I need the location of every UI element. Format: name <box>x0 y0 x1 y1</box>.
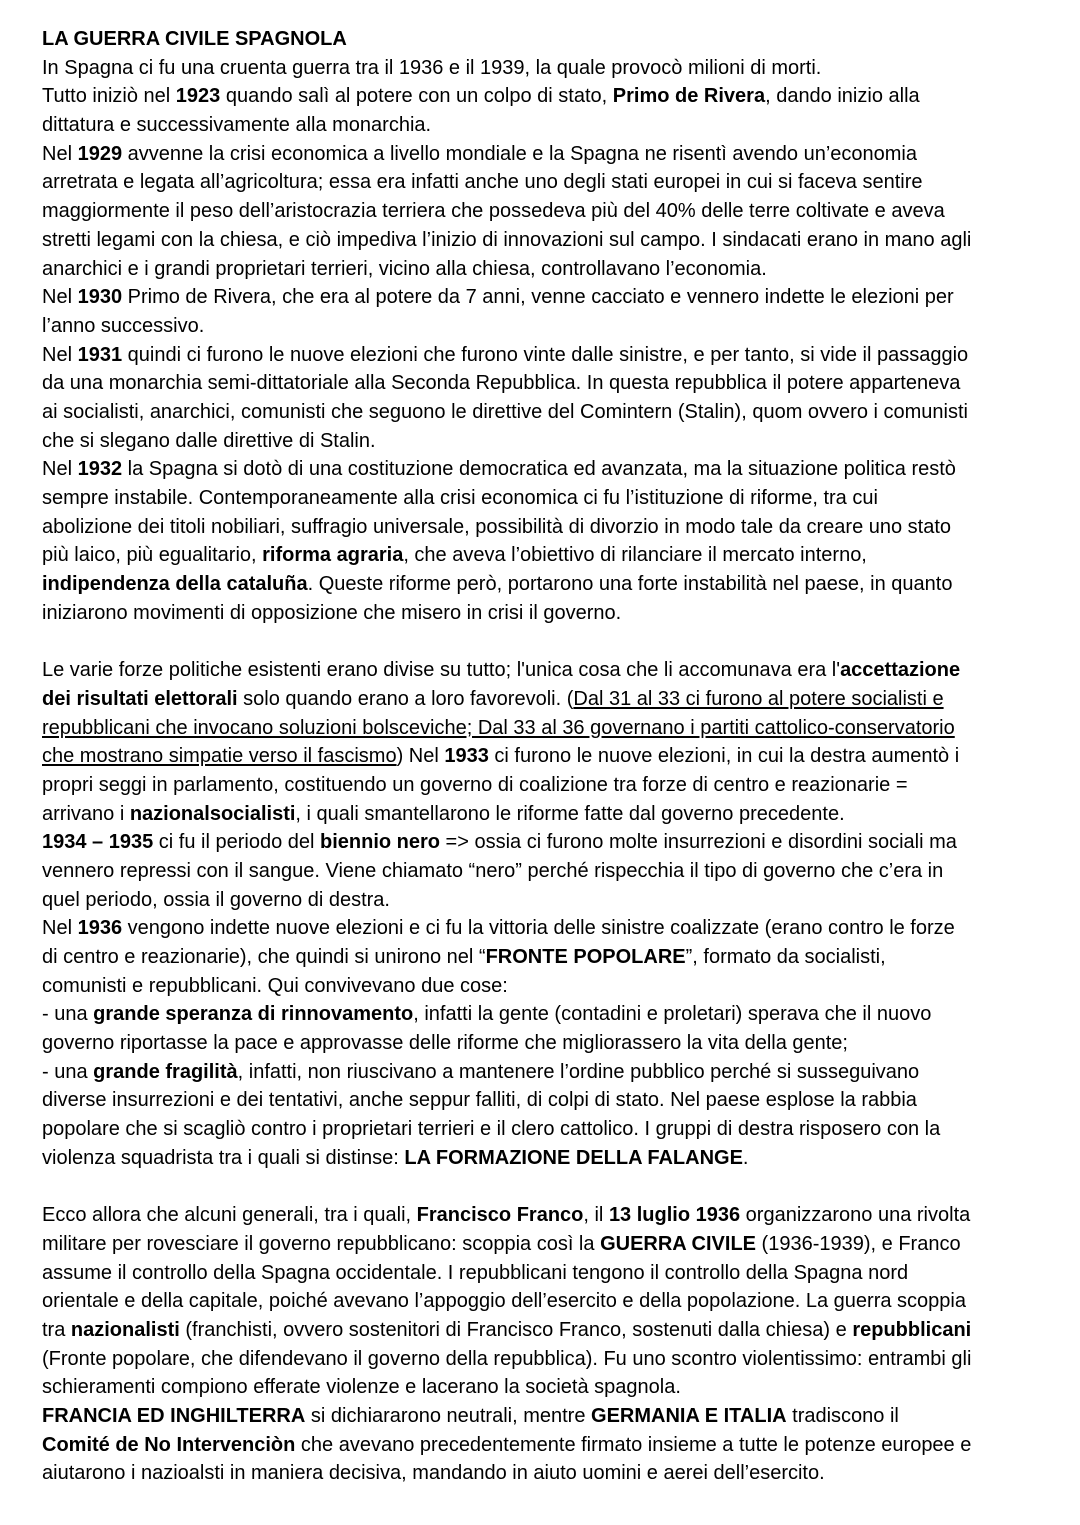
text-line <box>42 1058 1072 1087</box>
text-run: violenza squadrista tra i quali si distinse: <box>42 1146 405 1169</box>
text-run: stretti legami con la chiesa, e ciò impediva l’inizio di innovazioni sul campo. I sindacati erano in mano agli <box>42 228 972 251</box>
bold-text: biennio nero <box>320 831 440 854</box>
text-line <box>42 1029 1072 1058</box>
text-line <box>42 111 1072 140</box>
text-run: la Spagna si dotò di una costituzione democratica ed avanzata, ma la situazione politica restò <box>122 458 956 481</box>
text-line <box>42 168 1072 197</box>
text-run: => ossia ci furono molte insurrezioni e disordini sociali ma <box>440 831 957 854</box>
text-run: quindi ci furono le nuove elezioni che furono vinte dalle sinistre, e per tanto, si vide il passaggio <box>122 343 969 366</box>
text-run: governo riportasse la pace e approvasse delle riforme che migliorassero la vita della gente; <box>42 1032 848 1055</box>
bold-text: 1933 <box>444 745 489 768</box>
bold-text: 1929 <box>77 142 123 165</box>
text-line <box>42 1373 1072 1402</box>
text-run: ) Nel <box>396 745 445 768</box>
text-line <box>42 1259 1072 1288</box>
text-run: ai socialisti, anarchici, comunisti che seguono le direttive del Comintern (Stalin), quom ovvero i comunisti <box>42 400 968 423</box>
text-line <box>42 570 1072 599</box>
bold-text: Comité de No Intervenciòn <box>42 1433 296 1456</box>
text-run: (Fronte popolare, che difendevano il governo della repubblica). Fu uno scontro violentissimo: entrambi gli <box>42 1347 972 1370</box>
text-line <box>42 914 1072 943</box>
text-run: vennero repressi con il sangue. Viene chiamato “nero” perché rispecchia il tipo di governo che c’era in <box>42 859 944 882</box>
text-line <box>42 1345 1072 1374</box>
text-line <box>42 312 1072 341</box>
text-run: aiutarono i nazioalsti in maniera decisiva, mandando in aiuto uomini e aerei dell’esercito. <box>42 1462 825 1485</box>
text-run: sempre instabile. Contemporaneamente alla crisi economica ci fu l’istituzione di riforme, tra cui <box>42 487 878 509</box>
bold-text: Primo de Rivera <box>612 85 766 108</box>
text-run: , infatti, non riuscivano a mantenere l’ordine pubblico perché si susseguivano <box>237 1060 920 1083</box>
bold-text: GERMANIA E ITALIA <box>591 1405 787 1427</box>
text-run: Primo de Rivera, che era al potere da 7 anni, venne cacciato e vennero indette le elezioni per <box>122 286 954 309</box>
text-line <box>42 398 1072 427</box>
text-run: - una <box>42 1003 94 1026</box>
blank-line <box>42 627 1072 656</box>
text-run: l’anno successivo. <box>42 314 205 337</box>
bold-text: grande speranza di rinnovamento <box>93 1003 414 1026</box>
text-line <box>42 656 1072 685</box>
text-line <box>42 1115 1072 1144</box>
text-run: , dando inizio alla <box>765 85 920 108</box>
bold-text: accettazione <box>840 659 961 682</box>
bold-text: 1936 <box>77 917 123 940</box>
text-run: che si slegano dalle direttive di Stalin. <box>42 429 376 452</box>
text-run: . Queste riforme però, portarono una forte instabilità nel paese, in quanto <box>307 573 953 596</box>
text-run: Nel <box>42 343 78 366</box>
bold-text: dei risultati elettorali <box>42 687 238 710</box>
text-run: Nel <box>42 286 78 309</box>
text-run: iniziarono movimenti di opposizione che misero in crisi il governo. <box>42 601 622 624</box>
text-line <box>42 369 1072 398</box>
text-line <box>42 1287 1072 1316</box>
text-line <box>42 972 1072 1001</box>
text-run: comunisti e repubblicani. Qui convivevano due cose: <box>42 974 508 997</box>
text-line <box>42 1316 1072 1345</box>
text-line <box>42 886 1072 915</box>
bold-text: 1934 – 1935 <box>42 831 154 854</box>
bold-text: riforma agraria <box>262 544 404 567</box>
text-run: ci fu il periodo del <box>153 831 320 854</box>
text-run: da una monarchia semi-dittatoriale alla Seconda Repubblica. In questa repubblica il potere apparteneva <box>42 372 961 395</box>
text-run: quando salì al potere con un colpo di stato, <box>220 85 613 108</box>
bold-text: repubblicani <box>852 1318 972 1341</box>
text-run: anarchici e i grandi proprietari terrieri, vicino alla chiesa, controllavano l’economia. <box>42 257 767 280</box>
bold-text: 1932 <box>77 458 123 481</box>
underlined-text: Dal 31 al 33 ci furono al potere socialisti e <box>573 687 944 710</box>
text-line <box>42 943 1072 972</box>
bold-text: 13 luglio 1936 <box>608 1204 741 1227</box>
text-line <box>42 714 1072 743</box>
text-run: , i quali smantellarono le riforme fatte dal governo precedente. <box>295 802 845 825</box>
text-line <box>42 857 1072 886</box>
text-run: propri seggi in parlamento, costituendo un governo di coalizione tra forze di centro e reazionarie = <box>42 773 908 796</box>
bold-text: FRONTE POPOLARE <box>485 946 686 968</box>
text-run: organizzarono una rivolta <box>740 1204 971 1227</box>
bold-text: nazionalisti <box>70 1318 180 1341</box>
text-run: diverse insurrezioni e dei tentativi, anche seppur falliti, di colpi di stato. Nel paese esplose la rabbia <box>42 1089 917 1112</box>
text-line <box>42 541 1072 570</box>
text-run: militare per rovesciare il governo repubblicano: scoppia così la <box>42 1232 601 1255</box>
text-line <box>42 685 1072 714</box>
text-run: , che aveva l’obiettivo di rilanciare il mercato interno, <box>403 544 867 567</box>
bold-text: 1931 <box>77 343 123 366</box>
text-line <box>42 771 1072 800</box>
text-run: abolizione dei titoli nobiliari, suffragio universale, possibilità di divorzio in modo tale da creare uno stato <box>42 515 952 538</box>
bold-text: GUERRA CIVILE <box>600 1232 756 1255</box>
text-run: orientale e della capitale, poiché avevano l’appoggio dell’esercito e della popolazione. La guerra scoppia <box>42 1290 966 1313</box>
text-run: assume il controllo della Spagna occidentale. I repubblicani tengono il controllo della Spagna nord <box>42 1261 909 1284</box>
text-run: Nel <box>42 917 78 940</box>
text-run: avvenne la crisi economica a livello mondiale e la Spagna ne risentì avendo un’economia <box>122 142 917 165</box>
text-line <box>42 742 1072 771</box>
text-run: che avevano precedentemente firmato insieme a tutte le potenze europee e <box>295 1433 972 1456</box>
text-line <box>42 1086 1072 1115</box>
text-run: schieramenti compiono efferate violenze e lacerano la società spagnola. <box>42 1376 681 1399</box>
text-run: (franchisti, ovvero sostenitori di Francisco Franco, sostenuti dalla chiesa) e <box>179 1318 853 1341</box>
bold-text: 1923 <box>175 85 221 108</box>
text-run: - una <box>42 1060 94 1083</box>
text-run: (1936-1939), e Franco <box>756 1232 961 1255</box>
text-line <box>42 513 1072 542</box>
text-line <box>42 828 1072 857</box>
text-line <box>42 283 1072 312</box>
blank-line <box>42 1173 1072 1202</box>
text-line <box>42 226 1072 255</box>
text-run: arretrata e legata all’agricoltura; essa era infatti anche uno degli stati europei in cui si faceva sentire <box>42 171 923 194</box>
underlined-text: che mostrano simpatie verso il fascismo <box>42 745 397 768</box>
text-run: tra <box>42 1318 71 1341</box>
bold-text: LA FORMAZIONE DELLA FALANGE <box>404 1146 743 1169</box>
text-line <box>42 255 1072 284</box>
text-run: , il <box>583 1204 609 1227</box>
bold-text: grande fragilità <box>93 1060 238 1083</box>
text-line <box>42 1230 1072 1259</box>
text-run: Nel <box>42 458 78 481</box>
text-line <box>42 427 1072 456</box>
text-run: tradiscono il <box>786 1405 899 1427</box>
text-run: quel periodo, ossia il governo di destra. <box>42 888 390 911</box>
text-line <box>42 1402 1072 1431</box>
text-line <box>42 197 1072 226</box>
text-run: più laico, più egualitario, <box>42 544 263 567</box>
text-run: Tutto iniziò nel <box>42 85 176 108</box>
bold-text: indipendenza della cataluña <box>42 573 308 596</box>
text-line <box>42 1144 1072 1173</box>
text-run: si dichiararono neutrali, mentre <box>305 1405 592 1427</box>
bold-text: FRANCIA ED INGHILTERRA <box>42 1405 306 1427</box>
text-line <box>42 1000 1072 1029</box>
text-line <box>42 800 1072 829</box>
bold-text: nazionalsocialisti <box>129 802 296 825</box>
text-run: . <box>742 1146 749 1169</box>
text-run: , infatti la gente (contadini e proletari) sperava che il nuovo <box>413 1003 932 1026</box>
text-run: popolare che si scagliò contro i proprietari terrieri e il clero cattolico. I gruppi di destra risposero con la <box>42 1118 941 1141</box>
bold-text: Francisco Franco <box>416 1204 584 1227</box>
text-run: dittatura e successivamente alla monarchia. <box>42 114 432 137</box>
text-line <box>42 455 1072 484</box>
text-run: In Spagna ci fu una cruenta guerra tra il 1936 e il 1939, la quale provocò milioni di morti. <box>42 56 822 79</box>
document-page <box>42 25 1072 1488</box>
text-run: arrivano i <box>42 802 130 825</box>
text-run: ci furono le nuove elezioni, in cui la destra aumentò i <box>488 745 960 768</box>
text-line <box>42 484 1072 513</box>
underlined-text: repubblicani che invocano soluzioni bolsceviche; Dal 33 al 36 governano i partiti cattolico-conservatorio <box>42 716 955 739</box>
text-line <box>42 599 1072 628</box>
text-run: Le varie forze politiche esistenti erano divise su tutto; l'unica cosa che li accomunava era l' <box>42 659 841 682</box>
document-body <box>42 54 1072 1488</box>
text-line <box>42 341 1072 370</box>
text-line <box>42 1459 1072 1488</box>
bold-text: 1930 <box>77 286 123 309</box>
text-line <box>42 82 1072 111</box>
text-line <box>42 1201 1072 1230</box>
text-run: vengono indette nuove elezioni e ci fu la vittoria delle sinistre coalizzate (erano contro le forze <box>122 917 955 940</box>
text-run: solo quando erano a loro favorevoli. ( <box>237 687 574 710</box>
text-run: Ecco allora che alcuni generali, tra i quali, <box>42 1204 417 1227</box>
text-line <box>42 1431 1072 1460</box>
document-title: LA GUERRA CIVILE SPAGNOLA <box>42 28 347 50</box>
text-run: ”, formato da socialisti, <box>685 946 886 968</box>
text-run: di centro e reazionarie), che quindi si unirono nel “ <box>42 946 486 968</box>
text-line <box>42 54 1072 83</box>
text-run: Nel <box>42 142 78 165</box>
text-line <box>42 140 1072 169</box>
text-run: maggiormente il peso dell’aristocrazia terriera che possedeva più del 40% delle terre coltivate e aveva <box>42 200 945 223</box>
